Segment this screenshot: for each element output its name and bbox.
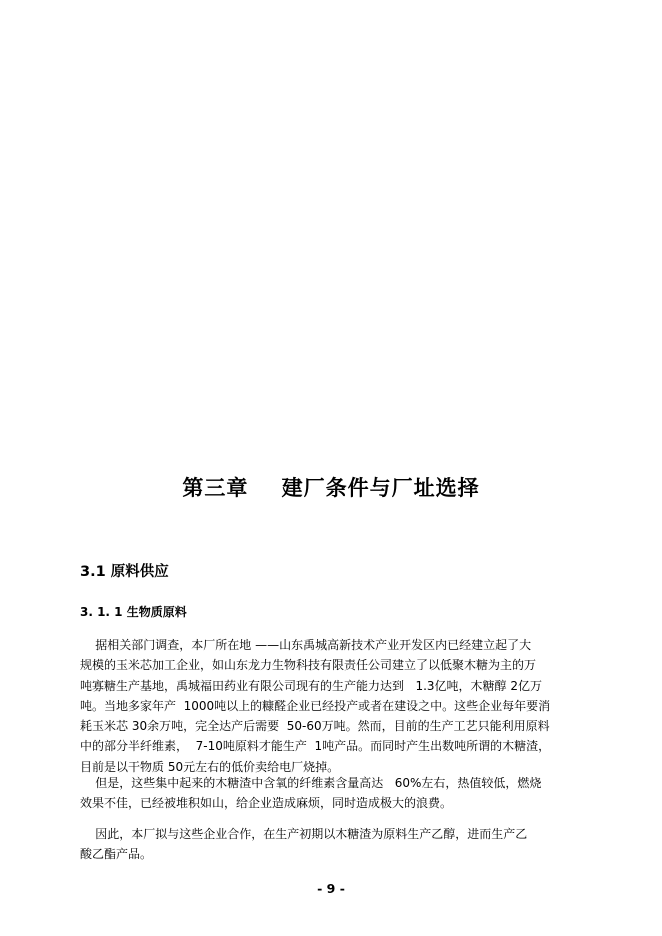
paragraph-line: 据相关部门调查，本厂所在地 ——山东禹城高新技术产业开发区内已经建立起了大 bbox=[80, 638, 532, 652]
paragraph-line: 吨。当地多家年产 1000吨以上的糠醛企业已经投产或者在建设之中。这些企业每年要消 bbox=[80, 698, 551, 713]
section-heading: 3.1 原料供应 bbox=[80, 564, 169, 580]
paragraph-1 bbox=[80, 635, 590, 777]
paragraph-line: 效果不佳，已经被堆积如山，给企业造成麻烦，同时造成极大的浪费。 bbox=[80, 796, 453, 811]
subsection-heading: 3. 1. 1 生物质原料 bbox=[80, 605, 187, 619]
paragraph-line: 酸乙酯产品。 bbox=[80, 847, 153, 862]
paragraph-line: 中的部分半纤维素， 7-10吨原料才能生产 1吨产品。而同时产生出数吨所谓的木糖渣， bbox=[80, 739, 551, 754]
paragraph-line: 因此，本厂拟与这些企业合作，在生产初期以木糖渣为原料生产乙醇，进而生产乙 bbox=[80, 827, 528, 841]
paragraph-line: 规模的玉米芯加工企业，如山东龙力生物科技有限责任公司建立了以低聚木糖为主的万 bbox=[80, 658, 537, 673]
paragraph-line: 但是，这些集中起来的木糖渣中含氧的纤维素含量高达 60%左右，热值较低，燃烧 bbox=[80, 776, 542, 790]
chapter-title: 第三章 建厂条件与厂址选择 bbox=[182, 476, 480, 500]
paragraph-line: 目前是以干物质 50元左右的低价卖给电厂烧掉。 bbox=[80, 759, 340, 774]
paragraph-3 bbox=[80, 824, 590, 865]
paragraph-line: 耗玉米芯 30余万吨，完全达产后需要 50-60万吨。然而，目前的生产工艺只能利用原料 bbox=[80, 719, 550, 734]
page-number: - 9 - bbox=[317, 881, 345, 896]
paragraph-2 bbox=[80, 773, 590, 814]
paragraph-line: 吨寡糖生产基地，禹城福田药业有限公司现有的生产能力达到 1.3亿吨，木糖醇 2亿万 bbox=[80, 678, 542, 693]
